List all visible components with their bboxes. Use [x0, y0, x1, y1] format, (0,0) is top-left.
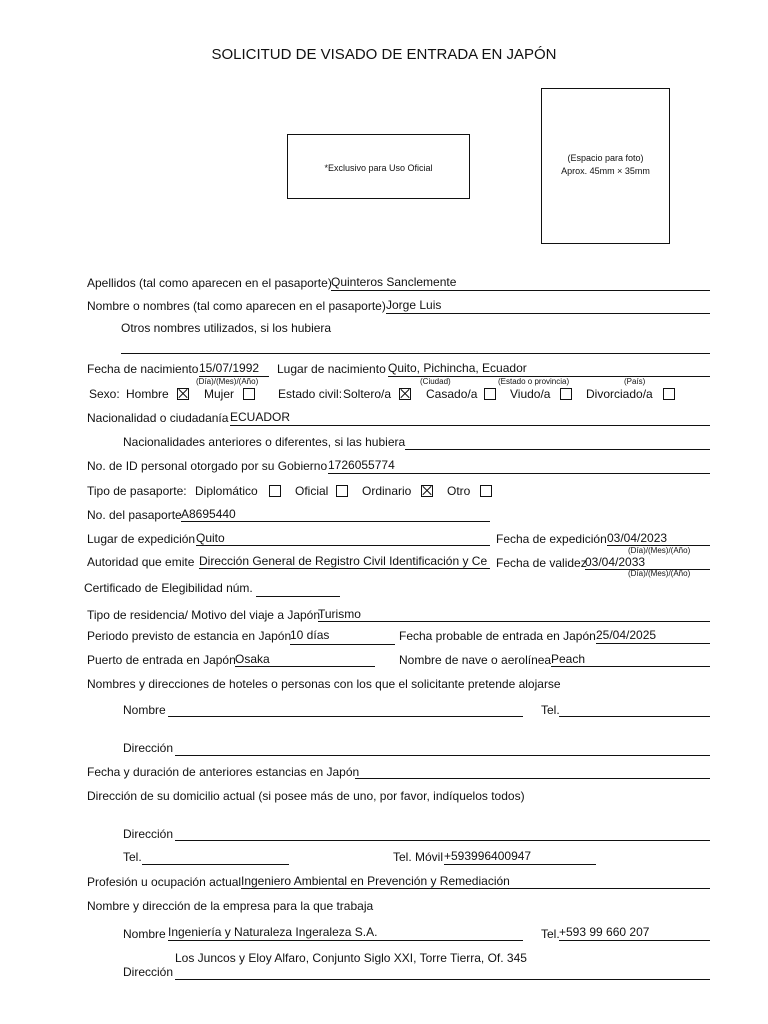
prev-nationality-label: Nacionalidades anteriores o diferentes, si las hubiera	[123, 435, 406, 449]
photo-box	[541, 88, 670, 244]
pt-other-label: Otro	[447, 484, 471, 498]
issue-place-label: Lugar de expedición	[87, 532, 196, 546]
issue-place-value[interactable]: Quito	[196, 531, 225, 545]
sex-label: Sexo:	[89, 387, 120, 401]
civil-widowed-label: Viudo/a	[510, 387, 551, 401]
passport-no-label: No. del pasaporte	[87, 508, 182, 522]
ship-label: Nombre de nave o aerolínea	[399, 653, 552, 667]
mobile-label: Tel. Móvil	[393, 850, 444, 864]
port-value[interactable]: Osaka	[235, 652, 270, 666]
hotel-tel-line	[559, 716, 710, 717]
stay-line	[290, 644, 395, 645]
civil-divorced-checkbox[interactable]	[663, 388, 675, 400]
civil-widowed-checkbox[interactable]	[560, 388, 572, 400]
nationality-line	[230, 425, 710, 426]
official-use-label: *Exclusivo para Uso Oficial	[324, 163, 433, 173]
given-name-value[interactable]: Jorge Luis	[386, 298, 442, 312]
mobile-line	[444, 864, 596, 865]
prev-stays-line	[355, 778, 710, 779]
mobile-value[interactable]: +593996400947	[444, 849, 532, 863]
authority-value[interactable]: Dirección General de Registro Civil Identificación y Ce	[199, 554, 488, 568]
pt-ordinary-label: Ordinario	[362, 484, 412, 498]
surname-line	[331, 290, 710, 291]
civil-married-checkbox[interactable]	[484, 388, 496, 400]
given-name-line	[386, 313, 710, 314]
sex-male-checkbox[interactable]	[177, 388, 189, 400]
given-name-label: Nombre o nombres (tal como aparecen en el pasaporte)	[87, 299, 386, 313]
hotel-name-line	[168, 716, 523, 717]
civil-married-label: Casado/a	[426, 387, 478, 401]
authority-label: Autoridad que emite	[87, 555, 195, 569]
photo-label-2: Aprox. 45mm × 35mm	[561, 166, 650, 176]
home-tel-line	[142, 864, 289, 865]
other-names-line	[121, 353, 710, 354]
civil-single-label: Soltero/a	[343, 387, 392, 401]
pt-other-checkbox[interactable]	[480, 485, 492, 497]
profession-label: Profesión u ocupación actual	[87, 875, 242, 889]
surname-label: Apellidos (tal como aparecen en el pasaporte)	[87, 276, 332, 290]
home-tel-label: Tel.	[123, 850, 142, 864]
passport-no-value[interactable]: A8695440	[181, 507, 236, 521]
birth-city-hint: (Ciudad)	[420, 377, 451, 386]
purpose-line	[318, 621, 710, 622]
port-line	[235, 666, 375, 667]
hotel-address-line	[175, 755, 710, 756]
form-title: SOLICITUD DE VISADO DE ENTRADA EN JAPÓN	[211, 46, 557, 63]
other-names-label: Otros nombres utilizados, si los hubiera	[121, 321, 332, 335]
stay-value[interactable]: 10 días	[290, 628, 330, 642]
home-address-line	[175, 840, 710, 841]
nationality-value[interactable]: ECUADOR	[230, 410, 291, 424]
birth-place-value[interactable]: Quito, Pichincha, Ecuador	[388, 361, 527, 375]
employer-address-line	[175, 979, 710, 980]
birth-state-hint: (Estado o provincia)	[498, 377, 570, 386]
employer-name-line	[168, 940, 523, 941]
ship-line	[551, 666, 710, 667]
pt-official-label: Oficial	[295, 484, 329, 498]
authority-line	[199, 568, 490, 569]
entry-date-line	[596, 643, 710, 644]
employer-name-label: Nombre	[123, 927, 166, 941]
sex-female-checkbox[interactable]	[243, 388, 255, 400]
birth-place-label: Lugar de nacimiento	[277, 362, 386, 376]
employer-tel-label: Tel.	[541, 927, 560, 941]
issue-date-value[interactable]: 03/04/2023	[607, 531, 668, 545]
official-use-box	[287, 134, 470, 199]
ship-value[interactable]: Peach	[551, 652, 586, 666]
purpose-label: Tipo de residencia/ Motivo del viaje a Japón	[87, 608, 321, 622]
passport-type-label: Tipo de pasaporte:	[87, 484, 187, 498]
pt-diplomatic-checkbox[interactable]	[269, 485, 281, 497]
employer-tel-value[interactable]: +593 99 660 207	[559, 925, 650, 939]
eligibility-label: Certificado de Elegibilidad núm.	[84, 581, 253, 595]
expiry-label: Fecha de validez	[496, 556, 587, 570]
expiry-value[interactable]: 03/04/2033	[585, 555, 646, 569]
personal-id-value[interactable]: 1726055774	[328, 458, 395, 472]
employer-label: Nombre y dirección de la empresa para la que trabaja	[87, 899, 374, 913]
employer-tel-line	[559, 940, 710, 941]
prev-stays-label: Fecha y duración de anteriores estancias en Japón	[87, 765, 360, 779]
surname-value[interactable]: Quinteros Sanclemente	[331, 275, 457, 289]
employer-address-label: Dirección	[123, 965, 174, 979]
issue-date-label: Fecha de expedición	[496, 532, 607, 546]
issue-date-hint: (Día)/(Mes)/(Año)	[628, 546, 691, 555]
hotel-address-label: Dirección	[123, 741, 174, 755]
home-address-label: Dirección	[123, 827, 174, 841]
passport-no-line	[181, 521, 490, 522]
birth-date-label: Fecha de nacimiento	[87, 362, 199, 376]
birth-country-hint: (País)	[624, 377, 646, 386]
personal-id-line	[328, 473, 710, 474]
employer-name-value[interactable]: Ingeniería y Naturaleza Ingeraleza S.A.	[168, 925, 378, 939]
prev-nationality-line	[405, 449, 710, 450]
hotels-label: Nombres y direcciones de hoteles o personas con los que el solicitante pretende alojarse	[87, 677, 561, 691]
stay-label: Periodo previsto de estancia en Japón	[87, 629, 292, 643]
expiry-hint: (Día)/(Mes)/(Año)	[628, 569, 691, 578]
port-label: Puerto de entrada en Japón	[87, 653, 236, 667]
entry-date-label: Fecha probable de entrada en Japón	[399, 629, 596, 643]
issue-place-line	[196, 545, 490, 546]
pt-diplomatic-label: Diplomático	[195, 484, 258, 498]
entry-date-value[interactable]: 25/04/2025	[596, 628, 657, 642]
birth-date-value[interactable]: 15/07/1992	[199, 361, 260, 375]
civil-divorced-label: Divorciado/a	[586, 387, 653, 401]
purpose-value[interactable]: Turismo	[318, 607, 361, 621]
eligibility-line	[256, 596, 340, 597]
civil-single-checkbox[interactable]	[399, 388, 411, 400]
hotel-name-label: Nombre	[123, 703, 166, 717]
civil-status-label: Estado civil:	[278, 387, 343, 401]
hotel-tel-label: Tel.	[541, 703, 560, 717]
employer-address-value[interactable]: Los Juncos y Eloy Alfaro, Conjunto Siglo XXI, Torre Tierra, Of. 345	[175, 951, 527, 965]
nationality-label: Nacionalidad o ciudadanía	[87, 411, 229, 425]
sex-female-label: Mujer	[204, 387, 235, 401]
pt-official-checkbox[interactable]	[336, 485, 348, 497]
pt-ordinary-checkbox[interactable]	[421, 485, 433, 497]
photo-label-1: (Espacio para foto)	[567, 153, 644, 163]
profession-value[interactable]: Ingeniero Ambiental en Prevención y Remediación	[241, 874, 510, 888]
profession-line	[241, 888, 710, 889]
personal-id-label: No. de ID personal otorgado por su Gobierno	[87, 459, 328, 473]
sex-male-label: Hombre	[126, 387, 169, 401]
home-label: Dirección de su domicilio actual (si posee más de uno, por favor, indíquelos todos)	[87, 789, 525, 803]
birth-date-hint: (Día)/(Mes)/(Año)	[196, 377, 259, 386]
